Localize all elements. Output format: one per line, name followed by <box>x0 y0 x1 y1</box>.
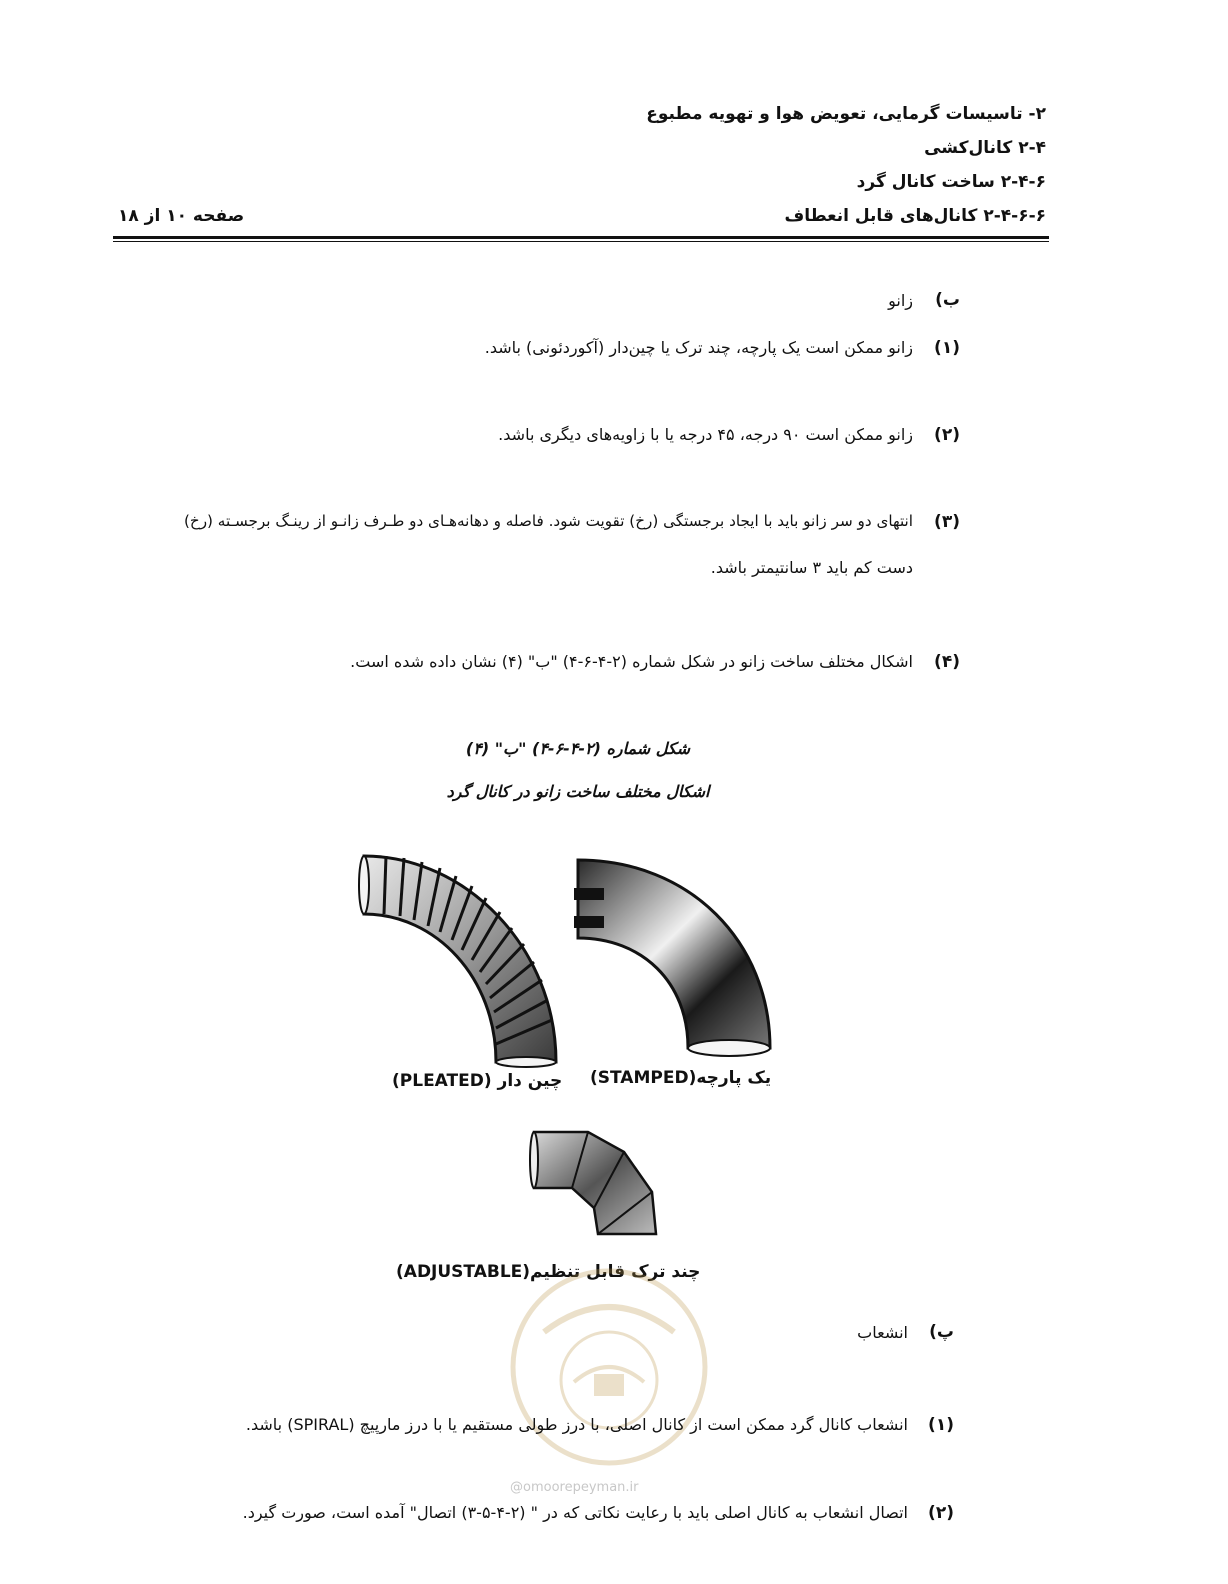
header-line-3: ۲-۴-۶ ساخت کانال گرد <box>856 172 1046 192</box>
caption-adjustable: چند ترک قابل تنظیم(ADJUSTABLE) <box>396 1262 701 1282</box>
section-p-title: انشعاب <box>857 1323 908 1342</box>
section-p-item-2-text: اتصال انشعاب به کانال اصلی باید با رعایت نکاتی که در " (۲-۴-۵-۳) اتصال" آمده است، صورت گیرد. <box>242 1503 908 1522</box>
section-b-item-4-text: اشکال مختلف ساخت زانو در شکل شماره (۲-۴-۶-۴) "ب" (۴) نشان داده شده است. <box>350 652 913 671</box>
stamped-elbow-illustration <box>570 852 780 1062</box>
section-b-item-2-num: (۲) <box>934 425 960 445</box>
section-b-item-1-text: زانو ممکن است یک پارچه، چند ترک یا چین‌دار (آکوردئونی) باشد. <box>484 338 913 357</box>
section-b-item-3-text-continued: دست کم باید ۳ سانتیمتر باشد. <box>710 558 913 577</box>
watermark-url: @omoorepeyman.ir <box>510 1480 639 1495</box>
pleated-elbow-illustration <box>356 848 568 1070</box>
section-p-item-1-num: (۱) <box>928 1415 954 1435</box>
header-line-2: ۲-۴ کانال‌کشی <box>924 138 1046 158</box>
section-p-marker: پ) <box>929 1322 954 1342</box>
header-rule-thick <box>113 236 1049 239</box>
section-b-item-4-num: (۴) <box>934 652 960 672</box>
section-b-item-2-text: زانو ممکن است ۹۰ درجه، ۴۵ درجه یا با زاویه‌های دیگری باشد. <box>498 425 913 444</box>
section-b-item-3-num: (۳) <box>934 512 960 532</box>
section-b-marker: ب) <box>935 290 960 310</box>
caption-stamped: یک پارچه(STAMPED) <box>590 1068 772 1088</box>
adjustable-elbow-illustration <box>528 1126 668 1246</box>
section-p-item-1-text: انشعاب کانال گرد ممکن است از کانال اصلی، با درز طولی مستقیم یا با درز مارپیچ (SPIRAL) باشد. <box>245 1415 908 1434</box>
header-rule-thin <box>113 241 1049 242</box>
section-b-title: زانو <box>888 291 913 310</box>
figure-subtitle: اشکال مختلف ساخت زانو در کانال گرد <box>446 782 710 801</box>
figure-title: شکل شماره (۲-۴-۶-۴) "ب" (۴) <box>465 739 691 758</box>
watermark-seal-icon <box>504 1262 714 1472</box>
section-b-item-3-text: انتهای دو سر زانو باید با ایجاد برجستگی (رخ) تقویت شود. فاصله و دهانه‌هـای دو طـرف زانـو از رینـگ برجسـته (رخ) <box>183 512 913 530</box>
section-p-item-2-num: (۲) <box>928 1503 954 1523</box>
header-line-4: ۲-۴-۶-۶ کانال‌های قابل انعطاف <box>784 206 1046 226</box>
header-line-1: ۲- تاسیسات گرمایی، تعویض هوا و تهویه مطبوع <box>646 104 1046 124</box>
caption-pleated: چین دار (PLEATED) <box>392 1071 563 1091</box>
section-b-item-1-num: (۱) <box>934 338 960 358</box>
page-number: صفحه ۱۰ از ۱۸ <box>118 206 245 226</box>
